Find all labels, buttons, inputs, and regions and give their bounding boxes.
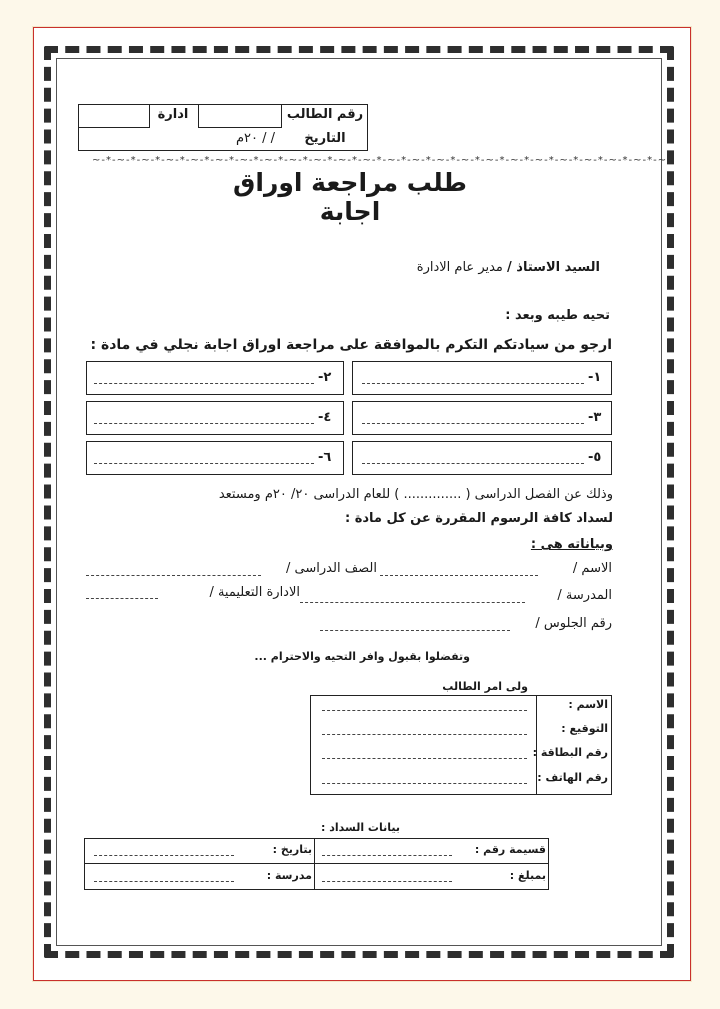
subject-4-line [94,423,314,424]
subject-1-box[interactable] [352,361,612,395]
fees-line: لسداد كافة الرسوم المقررة عن كل مادة : [344,511,613,526]
guardian-name-label: الاسم : [568,698,608,711]
guardian-phone-label: رقم الهاتف : [537,771,608,784]
student-number-label: رقم الطالب [286,107,364,122]
administration-label: ادارة [157,107,189,122]
request-line: ارجو من سيادتكم التكرم بالموافقة على مراجعة اوراق اجابة نجلي في مادة : [90,337,612,353]
guardian-phone-line[interactable] [322,783,527,784]
subject-3-line [362,423,584,424]
grade-line[interactable] [86,575,261,576]
date-value: / / ٢٠م [235,131,275,146]
addressee-line [300,260,600,275]
subject-1-line [362,383,584,384]
term-line: وذلك عن الفصل الدراسى ( .............. ) للعام الدراسى ٢٠/ ٢٠م ومستعد [218,487,613,502]
decorative-divider: ~-*-~-*-~-*-~-*-~-*-~-*-~-*-~-*-~-*-~-*-~-*-~-*-~-*-~-*-~-*-~-*-~-*-~-*-~-*-~-*-~-*-~-*-~-*-~ [92,155,668,166]
subject-2-box[interactable] [86,361,344,395]
edu-admin-label: الادارة التعليمية / [209,585,300,600]
subject-1-number: -١ [588,370,602,385]
data-heading: وبياناته هى : [530,537,613,552]
name-line[interactable] [380,575,538,576]
greeting: تحيه طيبه وبعد : [505,308,610,323]
subject-5-number: -٥ [588,450,602,465]
page-title: طلب مراجعة اوراق اجابة [233,168,467,226]
subject-2-number: -٢ [318,370,332,385]
seat-number-line[interactable] [320,630,510,631]
closing-line: وتفضلوا بقبول وافر التحيه والاحترام ... [254,650,470,663]
subject-2-line [94,383,314,384]
subject-5-box[interactable] [352,441,612,475]
guardian-name-line[interactable] [322,710,527,711]
receipt-number-line[interactable] [322,855,452,856]
payment-school-line[interactable] [94,881,234,882]
school-label: المدرسة / [557,588,612,603]
payment-heading: بيانات السداد : [321,821,400,834]
subject-5-line [362,463,584,464]
guardian-id-line[interactable] [322,758,527,759]
edu-admin-line[interactable] [86,598,158,599]
payment-date-line[interactable] [94,855,234,856]
subject-6-line [94,463,314,464]
grade-label: الصف الدراسى / [286,561,377,576]
receipt-number-label: قسيمة رقم : [474,843,546,856]
subject-4-number: -٤ [318,410,332,425]
amount-label: بمبلغ : [509,869,546,882]
seat-number-label: رقم الجلوس / [535,616,612,631]
addressee-value: مدير عام الادارة [416,260,503,275]
guardian-signature-line[interactable] [322,734,527,735]
student-number-input-box[interactable] [198,104,282,128]
addressee-label: السيد الاستاذ / [507,260,600,275]
payment-date-label: بتاريخ : [272,843,312,856]
guardian-signature-label: التوقيع : [561,722,608,735]
payment-school-label: مدرسة : [266,869,312,882]
payment-row-divider [84,863,549,864]
subject-6-number: -٦ [318,450,332,465]
guardian-heading: ولى امر الطالب [442,680,528,693]
subject-3-number: -٣ [588,410,602,425]
subject-3-box[interactable] [352,401,612,435]
admin-input-box[interactable] [78,104,150,128]
date-label: التاريخ [304,131,346,146]
name-label: الاسم / [572,561,612,576]
subject-4-box[interactable] [86,401,344,435]
guardian-id-label: رقم البطاقة : [532,746,608,759]
payment-col-divider [314,838,315,890]
amount-line[interactable] [322,881,452,882]
school-line[interactable] [300,602,525,603]
subject-6-box[interactable] [86,441,344,475]
